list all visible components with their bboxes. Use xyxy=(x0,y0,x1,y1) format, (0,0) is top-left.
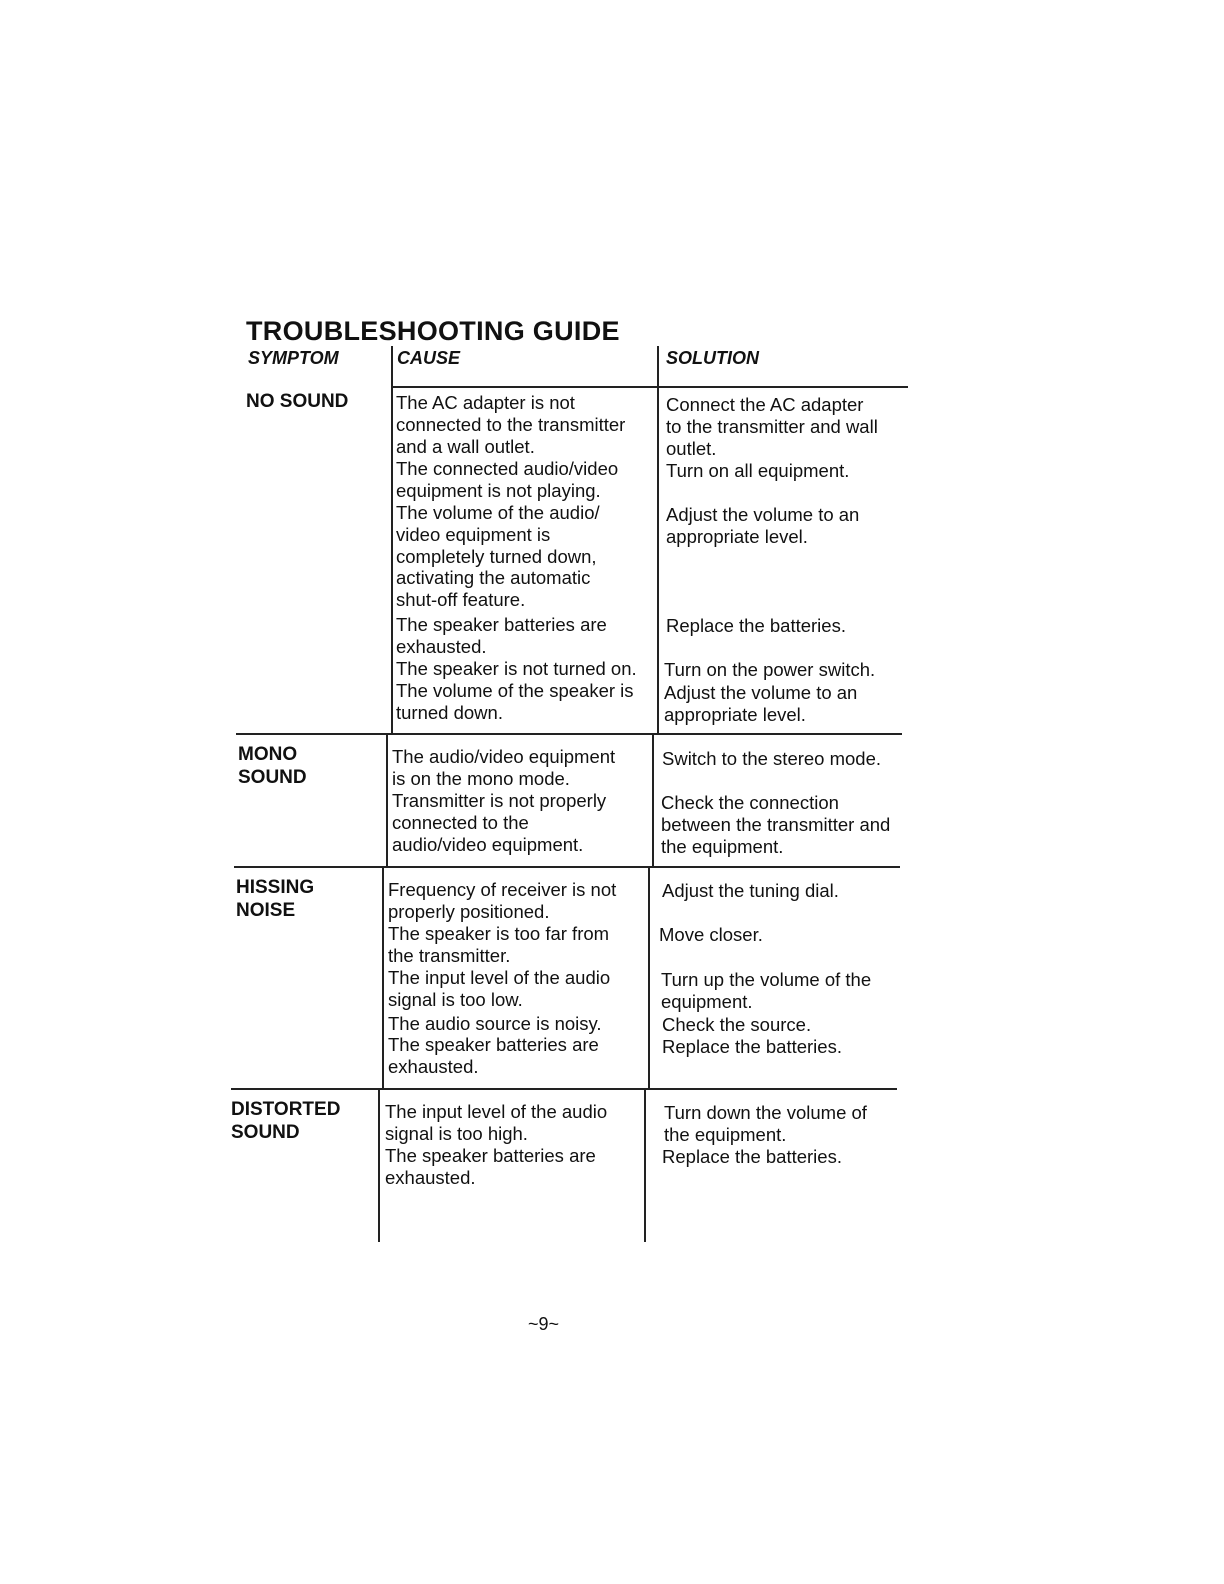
cause-text: The AC adapter is not connected to the transmitter and a wall outlet. xyxy=(396,392,626,457)
cause-text: The speaker batteries are exhausted. xyxy=(396,614,607,657)
header-rule xyxy=(391,386,908,388)
column-divider xyxy=(378,1088,380,1242)
cause-text: The input level of the audio signal is too high. xyxy=(385,1101,608,1144)
header-cause: CAUSE xyxy=(397,348,461,368)
symptom-no-sound: NO SOUND xyxy=(246,391,349,412)
symptom-distorted-sound: DISTORTED SOUND xyxy=(231,1099,341,1143)
cause-text: The volume of the audio/ video equipment is completely turned down, activating the automatic shut-off feature. xyxy=(396,502,600,611)
column-divider xyxy=(391,346,393,735)
cause-text: The audio/video equipment is on the mono mode. xyxy=(392,746,616,789)
header-symptom: SYMPTOM xyxy=(248,348,339,368)
solution-text: Replace the batteries. xyxy=(666,615,846,636)
symptom-mono-sound: MONO SOUND xyxy=(238,744,307,788)
solution-text: Turn on all equipment. xyxy=(666,460,850,481)
solution-text: Switch to the stereo mode. xyxy=(662,748,882,769)
row-rule xyxy=(236,733,902,735)
cause-text: The volume of the speaker is turned down. xyxy=(396,680,634,723)
solution-text: Turn up the volume of the equipment. xyxy=(661,969,872,1012)
solution-text: Adjust the volume to an appropriate level. xyxy=(664,682,858,725)
column-divider xyxy=(644,1088,646,1242)
solution-text: Turn down the volume of the equipment. xyxy=(664,1102,867,1145)
solution-text: Replace the batteries. xyxy=(662,1146,842,1167)
column-divider xyxy=(652,733,654,868)
column-divider xyxy=(648,866,650,1090)
cause-text: The input level of the audio signal is too low. xyxy=(388,967,611,1010)
row-rule xyxy=(231,1088,897,1090)
cause-text: The speaker is not turned on. xyxy=(396,658,637,679)
column-divider xyxy=(657,346,659,735)
cause-text: The speaker batteries are exhausted. xyxy=(388,1034,599,1077)
page-title: TROUBLESHOOTING GUIDE xyxy=(246,316,620,346)
cause-text: The connected audio/video equipment is not playing. xyxy=(396,458,619,501)
cause-text: Transmitter is not properly connected to the audio/video equipment. xyxy=(392,790,607,855)
solution-text: Adjust the volume to an appropriate level. xyxy=(666,504,860,547)
cause-text: The speaker batteries are exhausted. xyxy=(385,1145,596,1188)
solution-text: Adjust the tuning dial. xyxy=(662,880,839,901)
column-divider xyxy=(382,866,384,1090)
page-number: ~9~ xyxy=(528,1314,560,1334)
solution-text: Replace the batteries. xyxy=(662,1036,842,1057)
solution-text: Check the connection between the transmitter and the equipment. xyxy=(661,792,891,857)
solution-text: Connect the AC adapter to the transmitter and wall outlet. xyxy=(666,394,878,459)
cause-text: The audio source is noisy. xyxy=(388,1013,602,1034)
header-solution: SOLUTION xyxy=(666,348,759,368)
cause-text: Frequency of receiver is not properly positioned. xyxy=(388,879,617,922)
column-divider xyxy=(386,733,388,868)
solution-text: Turn on the power switch. xyxy=(664,659,876,680)
solution-text: Move closer. xyxy=(659,924,763,945)
symptom-hissing-noise: HISSING NOISE xyxy=(236,877,315,921)
cause-text: The speaker is too far from the transmitter. xyxy=(388,923,610,966)
row-rule xyxy=(234,866,900,868)
solution-text: Check the source. xyxy=(662,1014,812,1035)
